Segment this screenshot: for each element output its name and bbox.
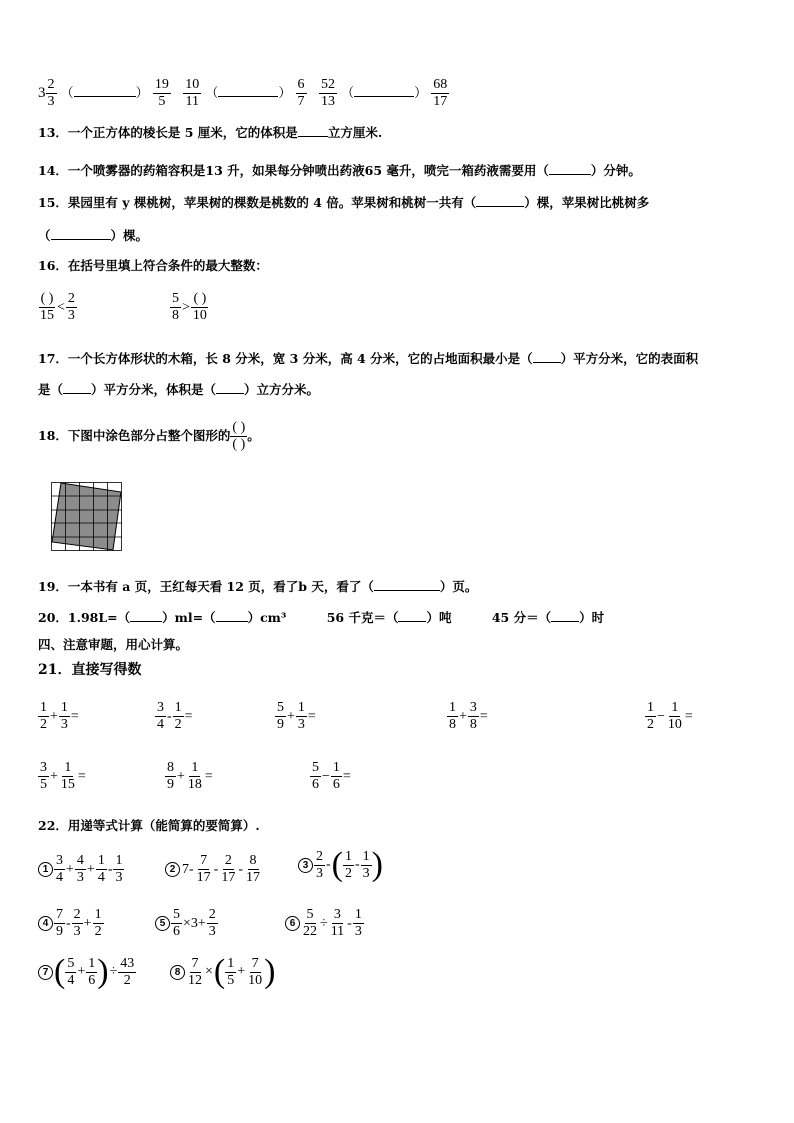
fraction: $\frac{1}{3}$ bbox=[354, 907, 362, 939]
operator: + bbox=[66, 861, 74, 877]
q21-item bbox=[645, 700, 694, 733]
parenthesis: ) bbox=[97, 953, 109, 990]
fraction: $\frac{3}{4}$ bbox=[56, 853, 63, 885]
fraction: $\frac{1}{2}$ bbox=[647, 700, 654, 732]
q22-item bbox=[170, 955, 275, 989]
operator: = bbox=[77, 768, 86, 784]
question-14: 14．一个喷雾器的药箱容积是13 升，如果每分钟喷出药液65 毫升，喷完一箱药液需要用（ ）分钟。 bbox=[38, 163, 641, 178]
operator: × bbox=[205, 964, 213, 979]
fraction: $\frac{52}{13}$ bbox=[320, 77, 335, 109]
answer-blank[interactable] bbox=[51, 239, 111, 240]
answer-blank[interactable] bbox=[216, 621, 248, 622]
fraction: $\frac{5}{6}$ bbox=[312, 760, 319, 792]
q22-item bbox=[285, 907, 364, 940]
q21-item bbox=[38, 700, 80, 733]
answer-blank[interactable] bbox=[476, 206, 524, 207]
operator: = bbox=[70, 708, 79, 724]
answer-blank[interactable] bbox=[398, 621, 426, 622]
fraction: $\frac{68}{17}$ bbox=[433, 77, 448, 109]
operator: - bbox=[107, 861, 113, 877]
operator: - bbox=[355, 857, 360, 872]
answer-blank[interactable]: ( ) bbox=[40, 291, 54, 306]
operator: - bbox=[347, 915, 352, 931]
fraction: $\frac{7}{17}$ bbox=[196, 853, 211, 885]
answer-blank[interactable] bbox=[374, 590, 440, 591]
operator: - bbox=[238, 861, 244, 877]
answer-blank[interactable] bbox=[298, 136, 328, 137]
fraction: $\frac{1}{3}$ bbox=[115, 853, 123, 885]
fraction: $\frac{1}{5}$ bbox=[227, 955, 235, 988]
fraction: $\frac{1}{6}$ bbox=[88, 955, 96, 988]
fraction: $\frac{43}{2}$ bbox=[120, 955, 135, 988]
operator: = bbox=[684, 708, 693, 724]
fraction: $\frac{5}{9}$ bbox=[277, 700, 284, 732]
q16-left-inequality: $\frac{( )}{15}$ < $\frac{2}{3}$ bbox=[40, 291, 75, 323]
question-18: 18．下图中涂色部分占整个图形的 $\frac{( )}{( )}$ 。 bbox=[38, 420, 260, 452]
answer-blank[interactable] bbox=[218, 96, 278, 97]
operator: = bbox=[479, 708, 488, 724]
parenthesis: ) bbox=[264, 953, 276, 990]
q22-item bbox=[38, 907, 104, 940]
answer-blank[interactable] bbox=[549, 174, 591, 175]
fraction: $\frac{2}{17}$ bbox=[221, 853, 236, 885]
fraction: $\frac{7}{10}$ bbox=[248, 955, 263, 988]
operator: ÷ bbox=[109, 964, 118, 979]
fraction: $\frac{2}{3}$ bbox=[47, 77, 55, 109]
fraction: $\frac{7}{9}$ bbox=[56, 907, 63, 939]
shaded-tilted-square bbox=[52, 483, 121, 550]
question-13: 13．一个正方体的棱长是 5 厘米，它的体积是 立方厘米. bbox=[38, 125, 383, 140]
answer-blank[interactable] bbox=[130, 621, 162, 622]
fraction: $\frac{5}{6}$ bbox=[173, 907, 180, 939]
fraction: $\frac{6}{7}$ bbox=[297, 77, 305, 109]
operator: + bbox=[459, 708, 467, 724]
answer-blank[interactable] bbox=[63, 393, 91, 394]
answer-blank[interactable] bbox=[533, 362, 561, 363]
answer-blank[interactable]: ( ) bbox=[193, 291, 207, 306]
fraction: $\frac{5}{4}$ bbox=[67, 955, 75, 988]
operator: − bbox=[657, 708, 665, 724]
operator: + bbox=[77, 964, 86, 979]
fraction: $\frac{19}{5}$ bbox=[154, 77, 169, 109]
fraction: $\frac{8}{9}$ bbox=[167, 760, 174, 792]
fraction: $\frac{1}{2}$ bbox=[345, 848, 352, 881]
operator: + bbox=[177, 768, 185, 784]
fraction: $\frac{1}{6}$ bbox=[332, 760, 340, 792]
parenthesis: ( bbox=[54, 953, 66, 990]
q21-item bbox=[447, 700, 489, 733]
question-21-title: 21．直接写得数 bbox=[38, 662, 142, 678]
answer-blank[interactable] bbox=[354, 96, 414, 97]
operator: + bbox=[86, 861, 95, 877]
operator: = bbox=[204, 768, 213, 784]
fraction: $\frac{3}{8}$ bbox=[469, 700, 477, 732]
q21-item bbox=[275, 700, 317, 733]
fraction: $\frac{1}{18}$ bbox=[187, 760, 202, 792]
operator: - bbox=[213, 861, 219, 877]
question-20: 20．1.98L=（ ）ml=（ ）cm³ 56 千克＝（ ）吨 45 分＝（ ）时 bbox=[38, 610, 605, 625]
item-number-badge: 8 bbox=[170, 965, 185, 980]
fraction: $\frac{7}{12}$ bbox=[188, 955, 202, 988]
operator: 7- bbox=[182, 861, 194, 877]
fraction: $\frac{1}{3}$ bbox=[297, 700, 305, 732]
item-number-badge: 2 bbox=[165, 862, 180, 877]
q22-item bbox=[38, 955, 136, 989]
fraction: $\frac{1}{8}$ bbox=[449, 700, 456, 732]
operator: + bbox=[83, 915, 92, 931]
item-number-badge: 7 bbox=[38, 965, 53, 980]
q21-item bbox=[310, 760, 352, 793]
question-17-cont: 是（ ）平方分米，体积是（ ）立方分米。 bbox=[38, 382, 320, 397]
operator: - bbox=[167, 708, 172, 724]
operator: + bbox=[287, 708, 295, 724]
item-number-badge: 1 bbox=[38, 862, 53, 877]
fraction: $\frac{10}{11}$ bbox=[185, 77, 200, 109]
fraction: $\frac{1}{10}$ bbox=[667, 700, 682, 732]
item-number-badge: 3 bbox=[298, 858, 313, 873]
operator: = bbox=[307, 708, 316, 724]
question-15: 15．果园里有 y 棵桃树，苹果树的棵数是桃数的 4 倍。苹果树和桃树一共有（ ）棵，苹果树比桃树多 bbox=[38, 195, 650, 210]
operator: - bbox=[326, 857, 331, 872]
fraction: $\frac{3}{4}$ bbox=[157, 700, 164, 732]
question-22-title: 22．用递等式计算（能简算的要简算）. bbox=[38, 818, 260, 833]
q21-item bbox=[165, 760, 214, 793]
fraction: $\frac{1}{2}$ bbox=[40, 700, 47, 732]
fraction: $\frac{8}{17}$ bbox=[246, 853, 261, 885]
operator: − bbox=[322, 768, 330, 784]
item-number-badge: 5 bbox=[155, 916, 170, 931]
q21-item bbox=[38, 760, 87, 793]
section-4-heading: 四、注意审题，用心计算。 bbox=[38, 637, 189, 652]
parenthesis: ( bbox=[213, 953, 226, 990]
answer-blank[interactable] bbox=[74, 96, 136, 97]
item-number-badge: 4 bbox=[38, 916, 53, 931]
operator: = bbox=[342, 768, 351, 784]
operator: + bbox=[237, 964, 246, 979]
operator: ÷ bbox=[320, 915, 328, 931]
operator: + bbox=[50, 708, 58, 724]
operator: + bbox=[50, 768, 58, 784]
fraction: $\frac{1}{4}$ bbox=[97, 853, 105, 885]
answer-blank[interactable] bbox=[551, 621, 579, 622]
operator: - bbox=[66, 915, 71, 931]
fraction: $\frac{1}{2}$ bbox=[174, 700, 182, 732]
answer-blank[interactable] bbox=[216, 393, 244, 394]
q22-item bbox=[38, 853, 124, 886]
fraction: $\frac{2}{3}$ bbox=[316, 848, 323, 881]
q16-right-inequality: $\frac{5}{8}$ > $\frac{( )}{10}$ bbox=[172, 291, 207, 323]
operator: ×3+ bbox=[183, 915, 206, 931]
mixed-whole: 3 bbox=[38, 85, 46, 101]
fraction: $\frac{1}{2}$ bbox=[94, 907, 102, 939]
fraction: $\frac{1}{15}$ bbox=[60, 760, 75, 792]
question-15-cont: （ ）棵。 bbox=[38, 228, 149, 243]
fraction: $\frac{2}{3}$ bbox=[73, 907, 81, 939]
q21-item bbox=[155, 700, 194, 733]
operator: = bbox=[184, 708, 193, 724]
q22-item bbox=[165, 853, 262, 886]
question-17: 17．一个长方体形状的木箱，长 8 分米，宽 3 分米，高 4 分米，它的占地面积最小是（ ）平方分米，它的表面积 bbox=[38, 351, 699, 366]
q12-fraction-row: 3 $\frac{2}{3}$ （ ） $\frac{19}{5}$ $\frac{10}{11}$ （ ） $\frac{6}{7}$ $\frac{52}{13}$ （ ） $\frac{68}{17}$ bbox=[38, 77, 448, 109]
q22-item bbox=[298, 848, 383, 882]
fraction: $\frac{5}{22}$ bbox=[303, 907, 317, 939]
fraction: $\frac{3}{11}$ bbox=[330, 907, 345, 939]
parenthesis: ( bbox=[331, 846, 343, 883]
fraction: $\frac{2}{3}$ bbox=[208, 907, 216, 939]
fraction: $\frac{1}{3}$ bbox=[362, 848, 370, 881]
item-number-badge: 6 bbox=[285, 916, 300, 931]
question-16: 16．在括号里填上符合条件的最大整数： bbox=[38, 258, 268, 273]
question-19: 19．一本书有 a 页，王红每天看 12 页，看了b 天，看了（ ）页。 bbox=[38, 579, 478, 594]
shaded-grid-figure bbox=[51, 482, 123, 552]
fraction: $\frac{1}{3}$ bbox=[60, 700, 68, 732]
parenthesis: ) bbox=[371, 846, 383, 883]
fraction: $\frac{3}{5}$ bbox=[40, 760, 47, 792]
q22-item bbox=[155, 907, 218, 940]
fraction: $\frac{4}{3}$ bbox=[76, 853, 84, 885]
